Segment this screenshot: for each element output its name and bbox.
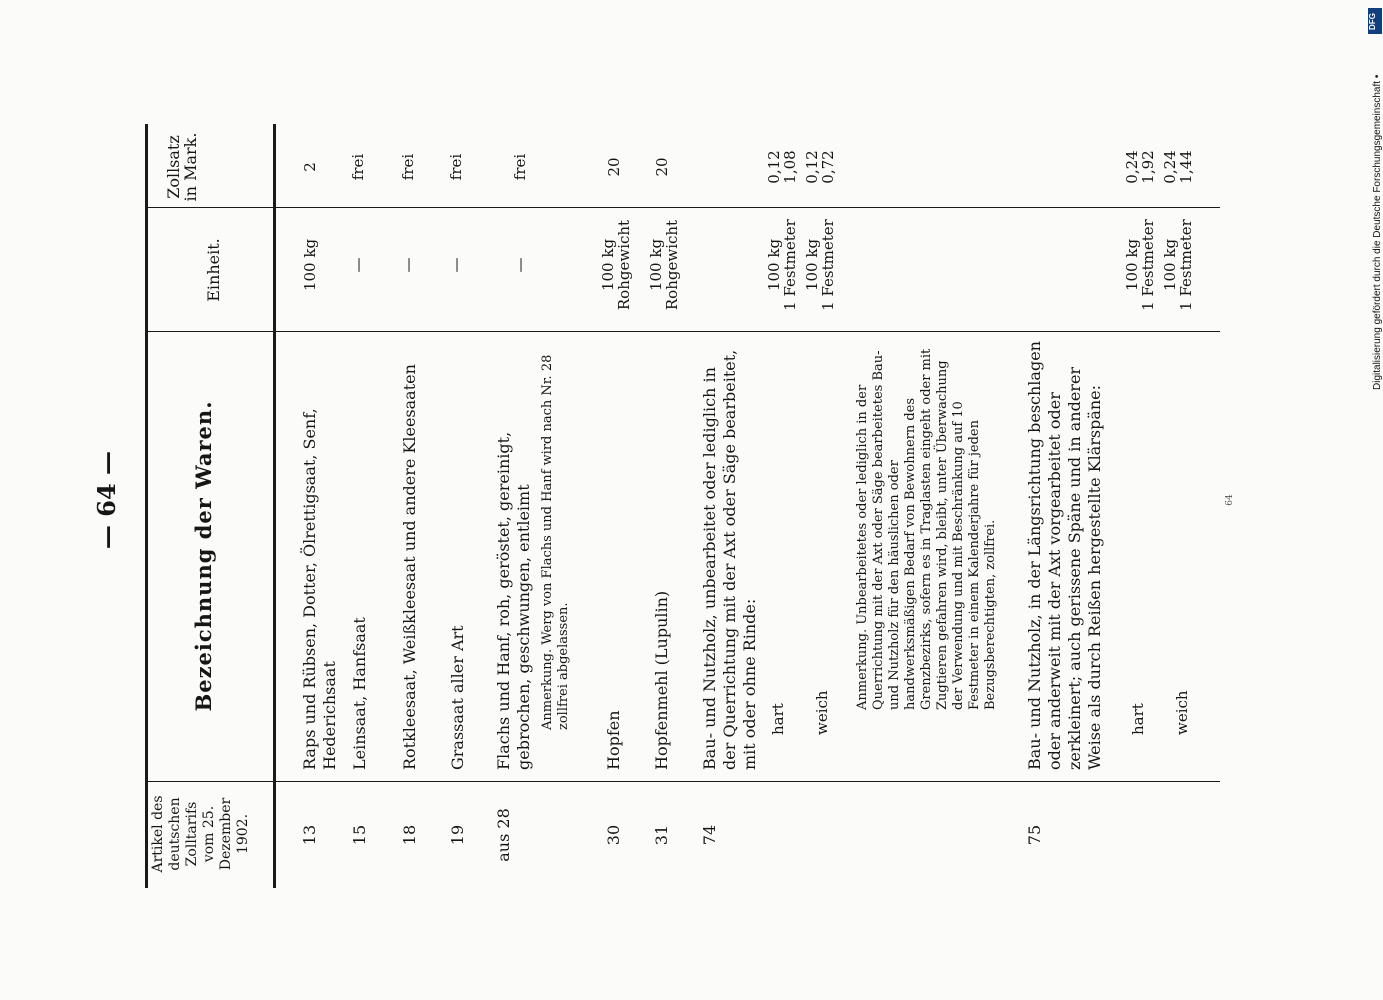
article-13: 13: [300, 824, 319, 846]
page-number: — 64 —: [92, 450, 121, 550]
header-goods: Bezeichnung der Waren.: [191, 400, 216, 712]
rate-75-hart-1: 0,24: [1123, 150, 1141, 184]
article-75: 75: [1025, 824, 1044, 846]
table-top-rule: [145, 124, 148, 888]
goods-30: Hopfen: [604, 710, 623, 770]
sub-74-hart: hart: [769, 703, 787, 735]
dfg-logo-icon: DFG: [1368, 8, 1382, 34]
sub-75-hart: hart: [1129, 703, 1147, 735]
goods-13: Raps und Rübsen, Dotter, Ölrettigsaat, Senf, Hederichsaat: [300, 408, 339, 770]
rate-30: 20: [605, 157, 623, 177]
unit-74-hart-1: 100 kg: [765, 238, 783, 292]
unit-18: —: [399, 257, 417, 273]
unit-13: 100 kg: [301, 238, 319, 292]
col-divider-2: [145, 331, 1220, 332]
goods-19: Grassaat aller Art: [448, 625, 467, 770]
unit-74-weich-1: 100 kg: [803, 238, 821, 292]
goods-18: Rotkleesaat, Weißkleesaat und andere Kleesaaten: [400, 364, 419, 770]
unit-74-hart-2: 1 Festmeter: [781, 219, 799, 311]
unit-75-hart-1: 100 kg: [1123, 238, 1141, 292]
article-30: 30: [604, 824, 623, 846]
header-article: Artikel des deutschen Zolltarifs vom 25. Dezember 1902.: [150, 795, 251, 873]
bottom-page-number: 64: [1225, 494, 1235, 506]
rate-74-hart-2: 1,08: [781, 150, 799, 184]
unit-75-hart-2: 1 Festmeter: [1139, 219, 1157, 311]
unit-31: 100 kg Rohgewicht: [647, 219, 681, 311]
goods-75: Bau- und Nutzholz, in der Längsrichtung beschlagen oder anderweit mit der Axt vorgearbeitet oder zerkleinert; auch gerissene Späne und in anderer Weise als durch Reißen hergestellte Klärspäne:: [1025, 341, 1104, 770]
unit-19: —: [447, 257, 465, 273]
rate-74-weich-1: 0,12: [803, 150, 821, 184]
note-74: Anmerkung. Unbearbeitetes oder lediglich in der Querrichtung mit der Axt oder Säge bearbeitetes Bau- und Nutzholz für den häuslichen oder handwerksmäßigen Bedarf von Bewohnern des Grenzbezirks, sofern es in Traglasten eingeht oder mit Zugtieren gefahren wird, bleibt, unter Überwachung der Verwendung und mit Beschränkung auf 10 Festmeter in einem Kalenderjahre für jeden Bezugsberechtigten, zollfrei.: [855, 348, 998, 710]
article-15: 15: [350, 824, 369, 846]
article-74: 74: [700, 824, 719, 846]
goods-74: Bau- und Nutzholz, unbearbeitet oder lediglich in der Querrichtung mit der Axt oder Säge bearbeitet, mit oder ohne Rinde:: [700, 349, 759, 770]
rate-75-weich-2: 1,44: [1177, 150, 1195, 184]
goods-15: Leinsaat, Hanfsaat: [350, 617, 369, 770]
header-unit: Einheit.: [204, 238, 223, 302]
rate-31: 20: [653, 157, 671, 177]
unit-75-weich-1: 100 kg: [1161, 238, 1179, 292]
sub-74-weich: weich: [813, 690, 831, 735]
rate-74-hart-1: 0,12: [765, 150, 783, 184]
rate-15: frei: [349, 153, 367, 181]
article-19: 19: [448, 824, 467, 846]
rate-18: frei: [399, 153, 417, 181]
col-divider-1: [145, 781, 1220, 782]
sub-75-weich: weich: [1173, 690, 1191, 735]
rate-75-weich-1: 0,24: [1161, 150, 1179, 184]
rate-13: 2: [301, 162, 319, 172]
unit-15: —: [349, 257, 367, 273]
note-28: Anmerkung. Werg von Flachs und Hanf wird nach Nr. 28 zollfrei abgelassen.: [540, 354, 571, 730]
table-header-rule: [273, 124, 276, 888]
unit-74-weich-2: 1 Festmeter: [819, 219, 837, 311]
article-28: aus 28: [494, 808, 513, 862]
rate-75-hart-2: 1,92: [1139, 150, 1157, 184]
unit-30: 100 kg Rohgewicht: [599, 219, 633, 311]
rate-19: frei: [447, 153, 465, 181]
header-rate: Zollsatz in Mark.: [164, 132, 200, 202]
article-31: 31: [652, 824, 671, 846]
rate-74-weich-2: 0,72: [819, 150, 837, 184]
goods-31: Hopfenmehl (Lupulin): [652, 590, 671, 770]
rate-28: frei: [511, 153, 529, 181]
digitization-credit: Digitalisierung gefördert durch die Deutsche Forschungsgemeinschaft •: [1372, 74, 1383, 390]
unit-28: —: [511, 257, 529, 273]
goods-28: Flachs und Hanf, roh, geröstet, gereinigt, gebrochen, geschwungen, entleimt: [494, 431, 533, 770]
unit-75-weich-2: 1 Festmeter: [1177, 219, 1195, 311]
article-18: 18: [400, 824, 419, 846]
